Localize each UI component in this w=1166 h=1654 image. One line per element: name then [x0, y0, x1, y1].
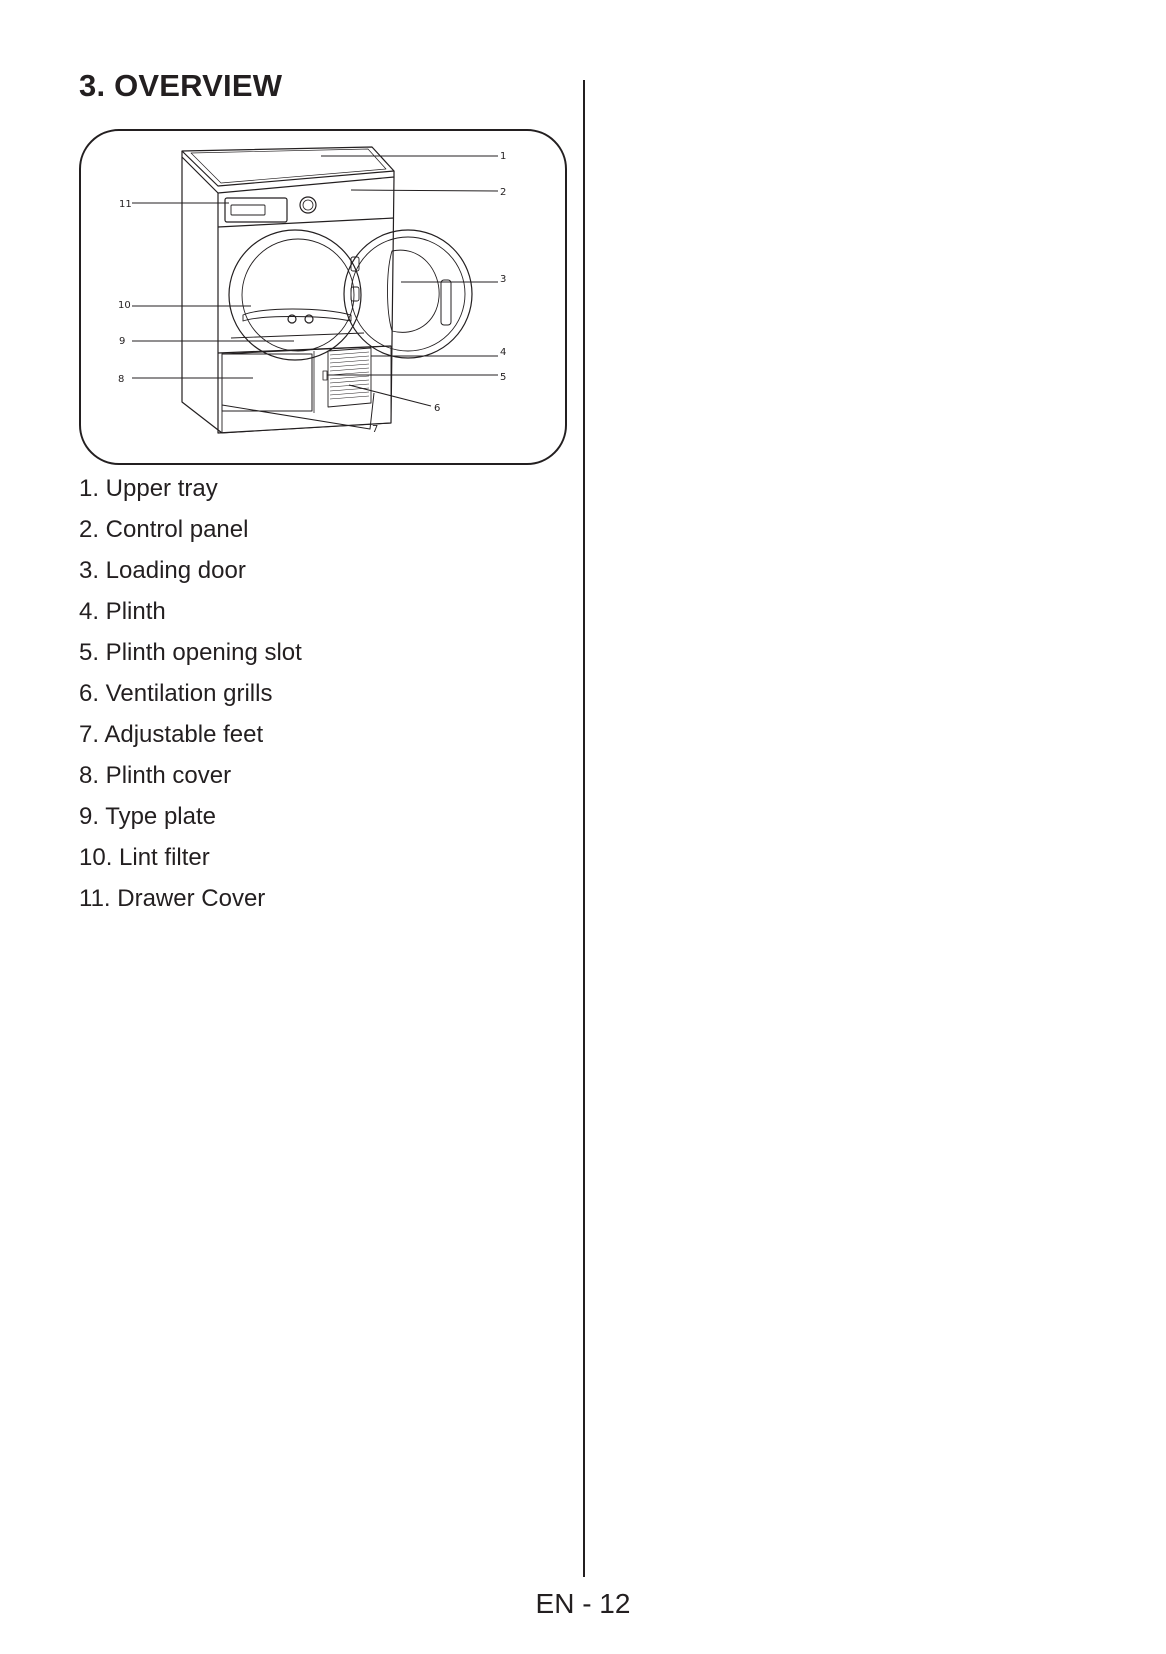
- type-plate-shape: [231, 333, 364, 338]
- part-item: 11. Drawer Cover: [79, 885, 266, 912]
- part-item: 9. Type plate: [79, 803, 216, 830]
- callout-10: 10: [118, 300, 131, 311]
- callout-3: 3: [500, 274, 507, 285]
- loading-door-shape: [344, 230, 472, 358]
- callout-7: 7: [372, 424, 379, 435]
- callout-1: 1: [500, 151, 507, 162]
- plinth-cover-shape: [222, 354, 312, 411]
- parts-list: [79, 468, 302, 919]
- part-item: 3. Loading door: [79, 557, 246, 584]
- part-item: 10. Lint filter: [79, 844, 210, 871]
- page-footer: [0, 1588, 1166, 1620]
- part-item: 8. Plinth cover: [79, 762, 232, 789]
- part-item: 1. Upper tray: [79, 475, 218, 502]
- plinth-slot-shape: [323, 371, 327, 380]
- page-number: EN - 12: [535, 1588, 631, 1619]
- dryer-overview-figure: [79, 129, 567, 465]
- column-divider: [583, 80, 585, 1577]
- callout-9: 9: [119, 336, 126, 347]
- section-title: 3. OVERVIEW: [79, 68, 283, 103]
- callout-6: 6: [434, 403, 441, 414]
- callout-8: 8: [118, 374, 125, 385]
- part-item: 4. Plinth: [79, 598, 166, 625]
- program-knob-shape: [300, 197, 316, 213]
- part-item: 2. Control panel: [79, 516, 249, 543]
- drawer-cover-shape: [225, 198, 287, 222]
- callout-2: 2: [500, 187, 507, 198]
- part-item: 7. Adjustable feet: [79, 721, 264, 748]
- callout-11: 11: [119, 199, 132, 210]
- callout-5: 5: [500, 372, 507, 383]
- part-item: 6. Ventilation grills: [79, 680, 273, 707]
- dryer-illustration: [81, 131, 565, 463]
- part-item: 5. Plinth opening slot: [79, 639, 302, 666]
- callout-4: 4: [500, 347, 507, 358]
